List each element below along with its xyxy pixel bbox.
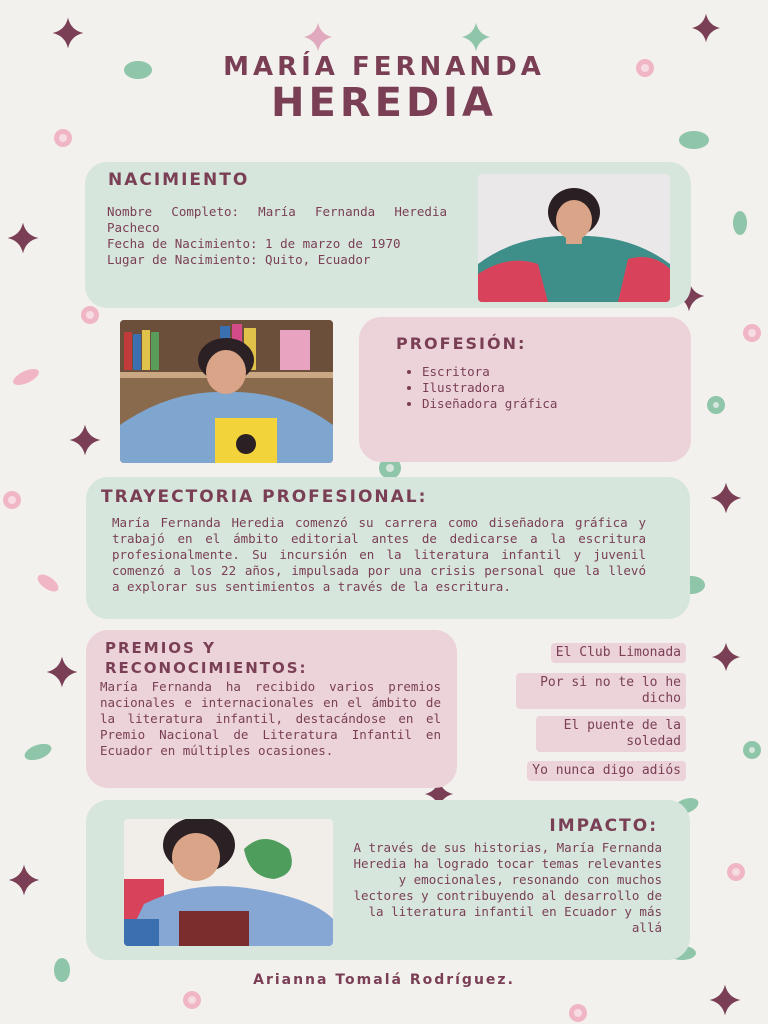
impacto-photo — [124, 819, 333, 946]
lugar-line: Lugar de Nacimiento: Quito, Ecuador — [107, 252, 371, 267]
book-tag: Yo nunca digo adiós — [527, 761, 686, 781]
title-surname: HEREDIA — [271, 80, 497, 126]
portrait-photo — [478, 174, 670, 302]
impacto-illustration — [124, 819, 333, 946]
book-tag: Por si no te lo he dicho — [516, 673, 686, 709]
nombre-line: Nombre Completo: María Fernanda Heredia Pacheco — [107, 204, 447, 235]
premios-heading-line2: RECONOCIMIENTOS: — [105, 659, 308, 677]
bookshelf-illustration — [120, 320, 333, 463]
author-credit: Arianna Tomalá Rodríguez. — [253, 972, 515, 988]
impacto-text: A través de sus historias, María Fernanda Heredia ha logrado tocar temas relevantes y emocionales, resonando con muchos lectores y contribuyendo al desarrollo de la literatura infantil en Ecuador y más allá — [353, 840, 662, 935]
bookshelf-photo — [120, 320, 333, 463]
title-first-line: MARÍA FERNANDA — [223, 52, 545, 82]
profesion-list — [400, 364, 557, 412]
list-item: • Ilustradora — [422, 380, 557, 396]
premios-text: María Fernanda ha recibido varios premios nacionales e internacionales en el ámbito de la literatura infantil, destacándose en el Premio Nacional de Literatura Infantil en Ecuador en múltiples ocasiones. — [100, 679, 441, 758]
list-item: • Escritora — [422, 364, 557, 380]
profesion-heading: PROFESIÓN: — [396, 334, 527, 353]
trayectoria-text: María Fernanda Heredia comenzó su carrera como diseñadora gráfica y trabajó en el ámbito editorial antes de dedicarse a la escritura profesionalmente. Su incursión en la literatura infantil y juvenil comenzó a los 22 años, impulsada por una crisis personal que la llevó a explorar sus sentimientos a través de la escritura. — [112, 515, 646, 594]
premios-heading — [105, 638, 308, 678]
portrait-illustration — [478, 174, 670, 302]
nacimiento-heading: NACIMIENTO — [108, 170, 250, 190]
sparkle-icon — [304, 23, 491, 52]
premios-heading-line1: PREMIOS Y — [105, 639, 216, 657]
trayectoria-heading: TRAYECTORIA PROFESIONAL: — [101, 487, 428, 507]
book-tag: El puente de la soledad — [536, 716, 686, 752]
fecha-line: Fecha de Nacimiento: 1 de marzo de 1970 — [107, 236, 401, 251]
leaf-icon — [11, 366, 61, 595]
book-tag: El Club Limonada — [551, 643, 686, 663]
impacto-heading: IMPACTO: — [549, 816, 658, 836]
list-item: • Diseñadora gráfica — [422, 396, 557, 412]
nacimiento-details — [107, 204, 447, 268]
